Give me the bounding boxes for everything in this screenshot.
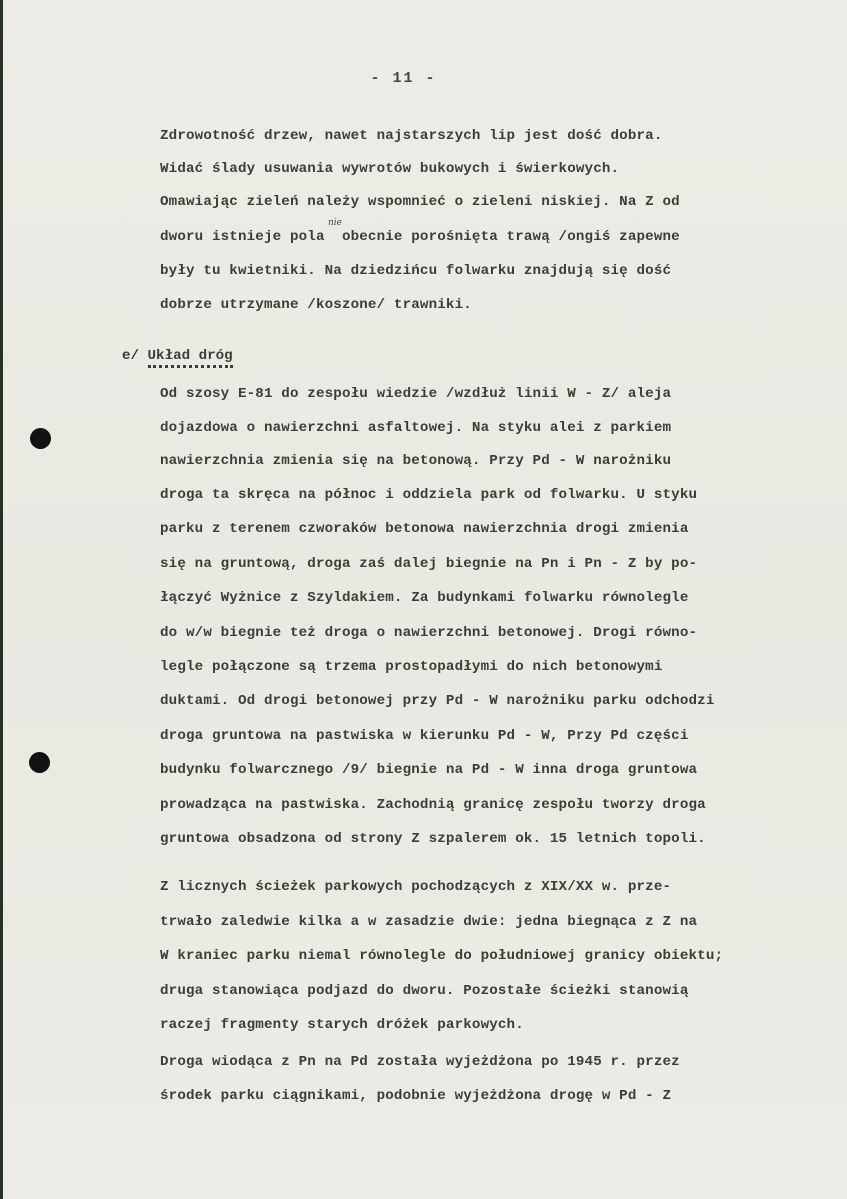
- scan-edge: [0, 0, 3, 1199]
- section-title: Układ dróg: [148, 348, 233, 368]
- section-marker: e/: [122, 348, 140, 364]
- punch-hole-top: [30, 428, 51, 449]
- text-line: parku z terenem czworaków betonowa nawierzchnia drogi zmienia: [160, 521, 689, 537]
- text-line: Omawiając zieleń należy wspomnieć o zieleni niskiej. Na Z od: [160, 194, 680, 210]
- text-line: Od szosy E-81 do zespołu wiedzie /wzdłuż linii W - Z/ aleja: [160, 386, 672, 402]
- text-line: raczej fragmenty starych dróżek parkowych.: [160, 1017, 524, 1033]
- text-line: druga stanowiąca podjazd do dworu. Pozostałe ścieżki stanowią: [160, 983, 689, 999]
- text-line: nawierzchnia zmienia się na betonową. Przy Pd - W narożniku: [160, 453, 672, 469]
- text-line: dobrze utrzymane /koszone/ trawniki.: [160, 297, 472, 313]
- text-line: trwało zaledwie kilka a w zasadzie dwie: jedna biegnąca z Z na: [160, 914, 698, 930]
- text-line: Droga wiodąca z Pn na Pd została wyjeżdżona po 1945 r. przez: [160, 1054, 680, 1070]
- handwritten-correction: nie: [328, 218, 343, 228]
- text-line: Widać ślady usuwania wywrotów bukowych i świerkowych.: [160, 161, 620, 177]
- text-line: Zdrowotność drzew, nawet najstarszych lip jest dość dobra.: [160, 128, 663, 144]
- text-line: łączyć Wyżnice z Szyldakiem. Za budynkami folwarku równolegle: [160, 590, 689, 606]
- text-line: prowadząca na pastwiska. Zachodnią granicę zespołu tworzy droga: [160, 797, 706, 813]
- text-line: droga ta skręca na północ i oddziela park od folwarku. U styku: [160, 487, 698, 503]
- text-line: Z licznych ścieżek parkowych pochodzących z XIX/XX w. prze-: [160, 879, 672, 895]
- text-line: gruntowa obsadzona od strony Z szpalerem ok. 15 letnich topoli.: [160, 831, 706, 847]
- text-line: duktami. Od drogi betonowej przy Pd - W narożniku parku odchodzi: [160, 693, 715, 709]
- text-line: legle połączone są trzema prostopadłymi do nich betonowymi: [160, 659, 663, 675]
- page-number-text: - 11 -: [370, 70, 437, 87]
- page-number: [0, 70, 847, 87]
- text-line: dworu istnieje pola obecnie porośnięta trawą /ongiś zapewne: [160, 229, 680, 245]
- text-line: środek parku ciągnikami, podobnie wyjeżdżona drogę w Pd - Z: [160, 1088, 672, 1104]
- punch-hole-bottom: [29, 752, 50, 773]
- text-line: były tu kwietniki. Na dziedzińcu folwarku znajdują się dość: [160, 263, 672, 279]
- text-line: budynku folwarcznego /9/ biegnie na Pd - W inna droga gruntowa: [160, 762, 698, 778]
- text-line: się na gruntową, droga zaś dalej biegnie na Pn i Pn - Z by po-: [160, 556, 698, 572]
- text-line: do w/w biegnie też droga o nawierzchni betonowej. Drogi równo-: [160, 625, 698, 641]
- text-line: droga gruntowa na pastwiska w kierunku Pd - W, Przy Pd części: [160, 728, 689, 744]
- text-line: dojazdowa o nawierzchni asfaltowej. Na styku alei z parkiem: [160, 420, 672, 436]
- section-heading: [122, 348, 233, 364]
- text-line: W kraniec parku niemal równolegle do południowej granicy obiektu;: [160, 948, 724, 964]
